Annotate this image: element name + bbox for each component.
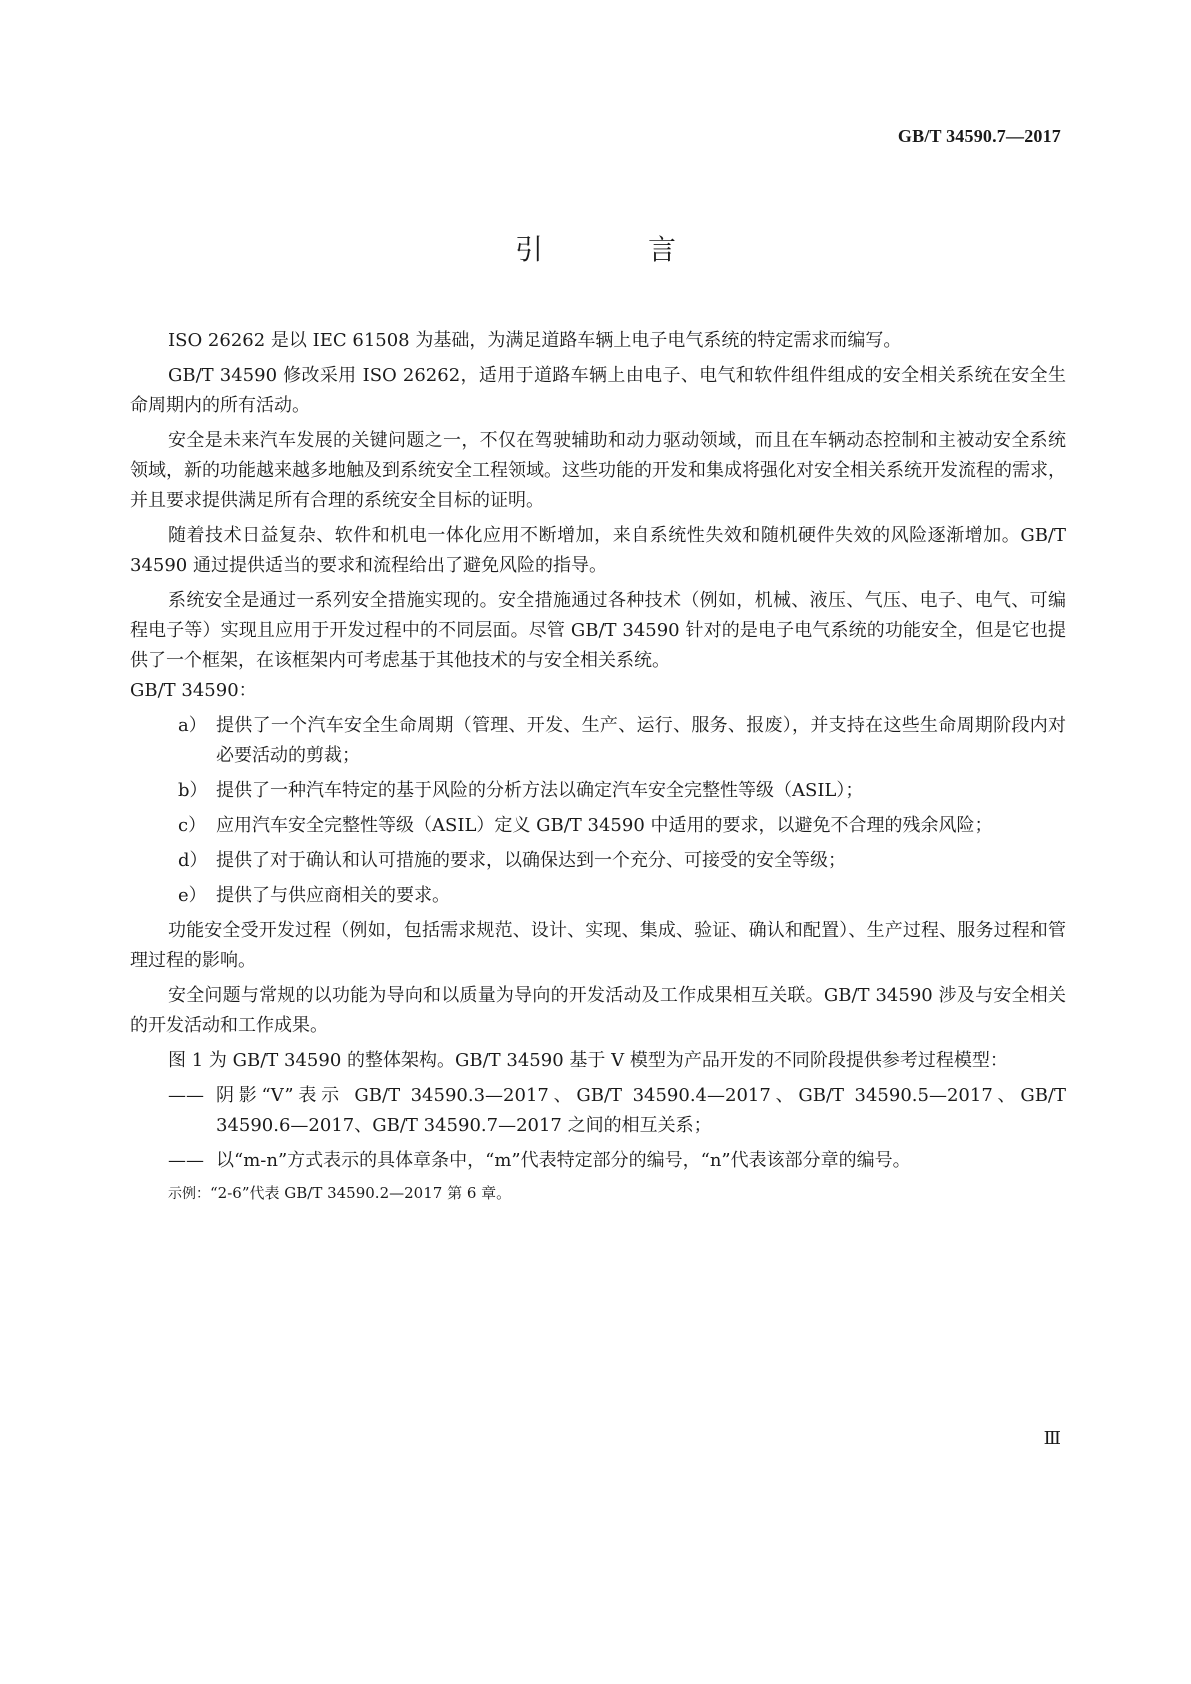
dash-item-text: 阴影“V”表示 GB/T 34590.3—2017、GB/T 34590.4—2017、GB/T 34590.5—2017、GB/T 34590.6—2017、GB/T 34590.7—2017 之间的相互关系；	[216, 1085, 1066, 1136]
list-intro: GB/T 34590：	[130, 680, 257, 701]
paragraph: ISO 26262 是以 IEC 61508 为基础，为满足道路车辆上电子电气系统的特定需求而编写。	[168, 330, 902, 351]
list-item-text: 应用汽车安全完整性等级（ASIL）定义 GB/T 34590 中适用的要求，以避免不合理的残余风险；	[216, 815, 993, 836]
paragraph: 系统安全是通过一系列安全措施实现的。安全措施通过各种技术（例如，机械、液压、气压、电子、电气、可编程电子等）实现且应用于开发过程中的不同层面。尽管 GB/T 34590 针对的是电子电气系统的功能安全，但是它也提供了一个框架，在该框架内可考虑基于其他技术的与安全相关系统。	[130, 590, 1066, 671]
list-item-text: 提供了与供应商相关的要求。	[216, 885, 450, 906]
dash-list-item	[130, 1146, 1066, 1176]
list-item	[130, 711, 1066, 771]
dash-marker: ——	[168, 1085, 204, 1106]
paragraph: 功能安全受开发过程（例如，包括需求规范、设计、实现、集成、验证、确认和配置）、生产过程、服务过程和管理过程的影响。	[130, 920, 1066, 971]
list-item	[130, 811, 1066, 841]
list-item-text: 提供了对于确认和认可措施的要求，以确保达到一个充分、可接受的安全等级；	[216, 850, 846, 871]
list-item	[130, 776, 1066, 806]
list-marker: b）	[178, 780, 208, 801]
example-note	[168, 1181, 1066, 1206]
paragraph: 安全是未来汽车发展的关键问题之一，不仅在驾驶辅助和动力驱动领域，而且在车辆动态控制和主被动安全系统领域，新的功能越来越多地触及到系统安全工程领域。这些功能的开发和集成将强化对安全相关系统开发流程的需求，并且要求提供满足所有合理的系统安全目标的证明。	[130, 430, 1066, 511]
page-title: 引 言	[515, 233, 724, 266]
dash-item-text: 以“m-n”方式表示的具体章条中，“m”代表特定部分的编号，“n”代表该部分章的编号。	[216, 1150, 911, 1171]
standard-code: GB/T 34590.7—2017	[897, 126, 1061, 146]
paragraph: 图 1 为 GB/T 34590 的整体架构。GB/T 34590 基于 V 模型为产品开发的不同阶段提供参考过程模型：	[168, 1050, 1008, 1071]
page-number: Ⅲ	[1043, 1428, 1061, 1448]
dash-marker: ——	[168, 1150, 204, 1171]
dash-list-item	[130, 1081, 1066, 1141]
list-marker: e）	[178, 885, 207, 906]
list-item-text: 提供了一个汽车安全生命周期（管理、开发、生产、运行、服务、报废），并支持在这些生命周期阶段内对必要活动的剪裁；	[216, 715, 1066, 766]
paragraph: 安全问题与常规的以功能为导向和以质量为导向的开发活动及工作成果相互关联。GB/T 34590 涉及与安全相关的开发活动和工作成果。	[130, 985, 1066, 1036]
list-item-text: 提供了一种汽车特定的基于风险的分析方法以确定汽车安全完整性等级（ASIL）；	[216, 780, 864, 801]
example-label: 示例：	[168, 1186, 210, 1202]
example-text: “2-6”代表 GB/T 34590.2—2017 第 6 章。	[210, 1184, 512, 1202]
list-marker: a）	[178, 715, 207, 736]
list-item	[130, 846, 1066, 876]
paragraph: GB/T 34590 修改采用 ISO 26262，适用于道路车辆上由电子、电气和软件组件组成的安全相关系统在安全生命周期内的所有活动。	[130, 365, 1066, 416]
list-item	[130, 881, 1066, 911]
paragraph: 随着技术日益复杂、软件和机电一体化应用不断增加，来自系统性失效和随机硬件失效的风险逐渐增加。GB/T 34590 通过提供适当的要求和流程给出了避免风险的指导。	[130, 525, 1066, 576]
list-marker: d）	[178, 850, 208, 871]
document-body	[130, 326, 1066, 1206]
list-marker: c）	[178, 815, 207, 836]
